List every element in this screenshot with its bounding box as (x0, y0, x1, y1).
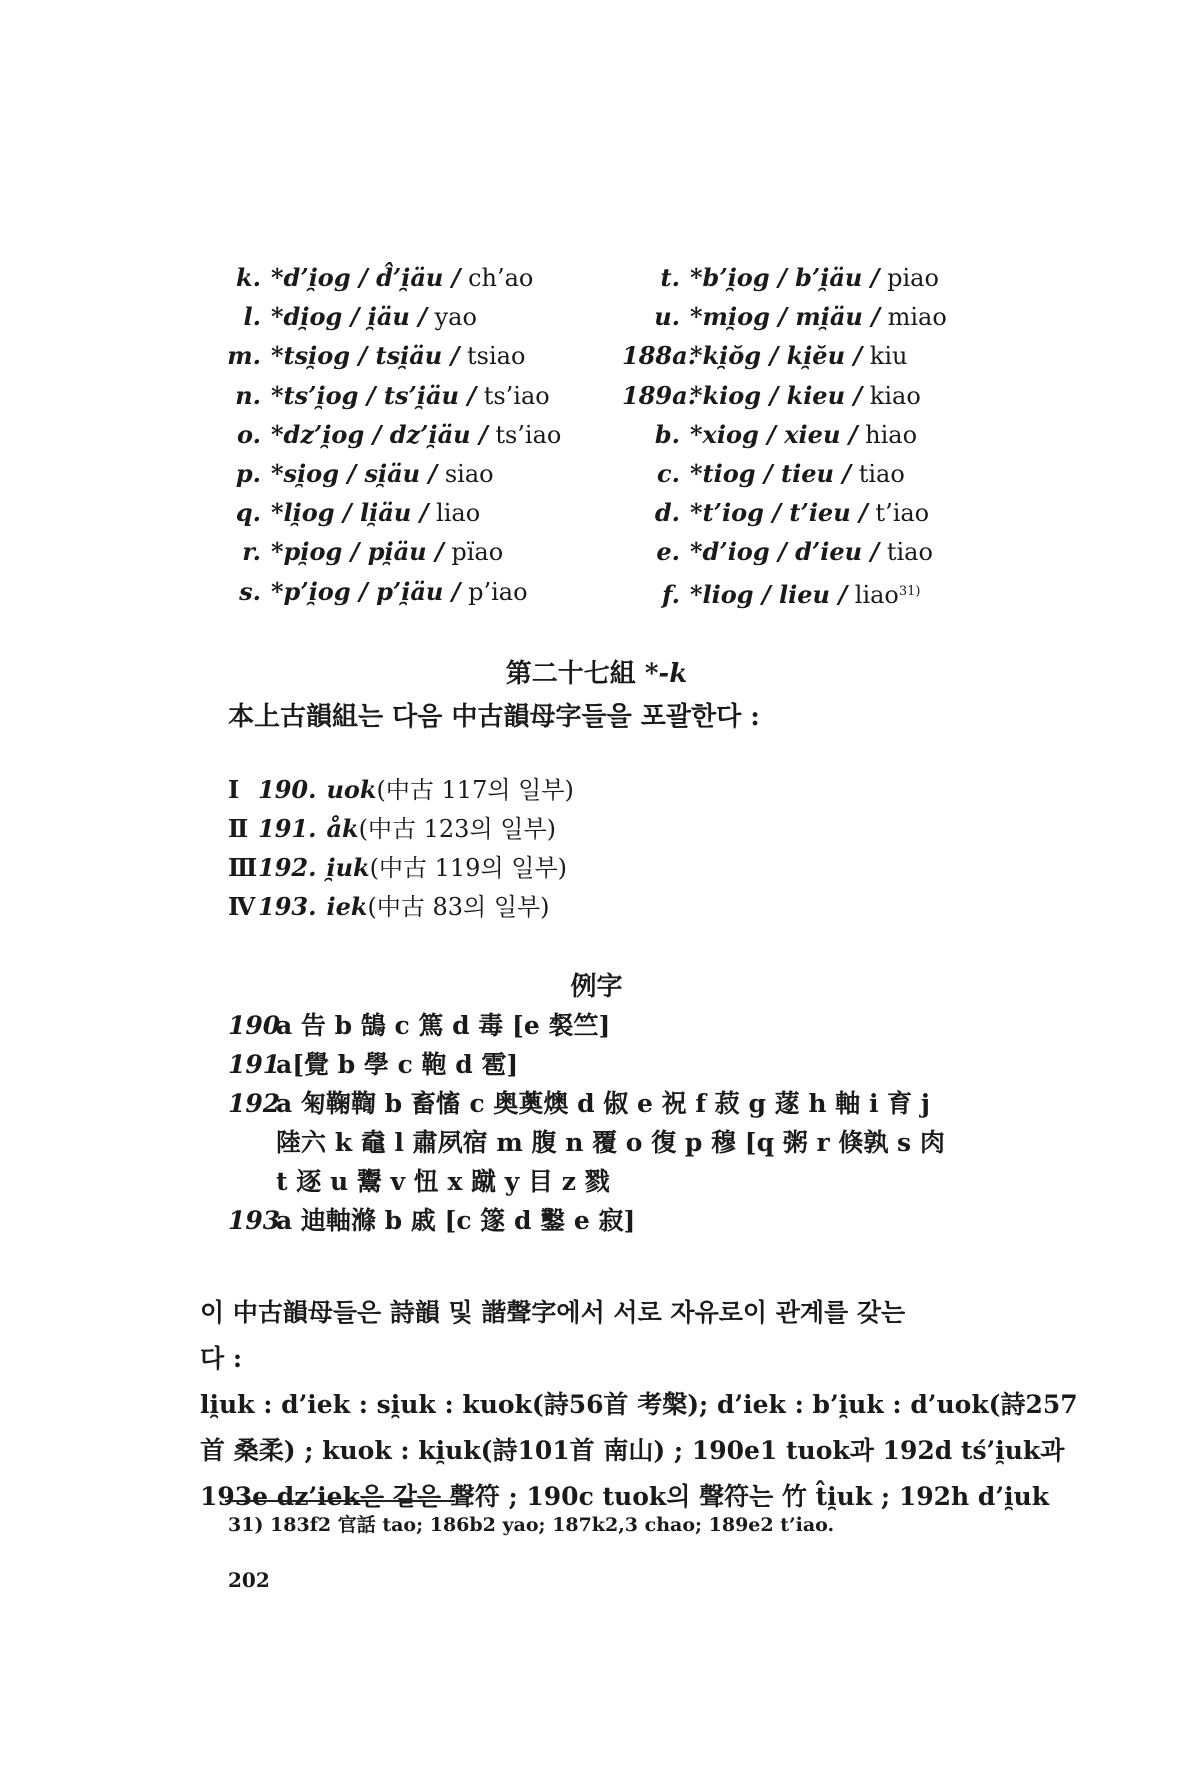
example-number: 192 (228, 1089, 281, 1118)
examples-block (228, 1006, 1038, 1240)
group-roman: Ⅲ (228, 853, 258, 882)
reconstructed-form: *d’iog / d’ieu / (690, 537, 880, 567)
mandarin-reading: piao (887, 264, 939, 292)
rhyme-groups (228, 770, 574, 926)
list-row (215, 532, 615, 571)
reconstructed-form: *mi̯og / mi̯äu / (690, 302, 880, 332)
mandarin-reading: ts’iao (483, 381, 550, 410)
list-row (215, 297, 615, 336)
mandarin-reading: kiao (869, 381, 921, 410)
mandarin-reading: siao (444, 459, 494, 488)
mandarin-reading: p’iao (468, 577, 528, 606)
section-heading (0, 653, 1193, 690)
row-label: q. (235, 498, 261, 528)
page-number: 202 (228, 1568, 270, 1592)
row-label: u. (654, 302, 680, 332)
heading-chinese: 第二十七組 (505, 659, 636, 689)
mandarin-reading: hiao (865, 420, 918, 449)
group-row (228, 770, 574, 809)
list-row (215, 572, 615, 611)
list-row (622, 336, 1042, 375)
reconstructed-form: *xiog / xieu / (690, 419, 858, 449)
mandarin-reading: miao (887, 303, 947, 332)
mandarin-reading: tiao (858, 459, 905, 488)
group-row (228, 809, 574, 848)
footnote-ref: 31) (898, 583, 921, 599)
group-number: 192. (258, 853, 317, 882)
example-text: a 告 b 鵠 c 篤 d 毒 [e 裻竺] (276, 1011, 611, 1040)
group-roman: Ⅰ (228, 775, 240, 804)
mandarin-reading: kiu (869, 342, 908, 371)
example-number: 191 (228, 1050, 281, 1079)
list-row (622, 532, 1042, 571)
row-label: l. (243, 302, 261, 332)
body-paragraph (200, 1290, 1078, 1520)
examples-title: 例字 (570, 972, 623, 1002)
list-row (215, 376, 615, 415)
row-label: 188a. (622, 341, 697, 371)
row-label: c. (657, 458, 680, 488)
list-row (622, 297, 1042, 336)
mandarin-reading: tsiao (467, 342, 526, 371)
row-label: o. (237, 419, 261, 449)
group-note: (中古 119의 일부) (369, 854, 568, 882)
group-number: 190. (258, 775, 317, 804)
mandarin-reading: t’iao (875, 499, 930, 528)
paragraph-line: 193e dz’iek은 같은 聲符 ; 190c tuok의 聲符는 竹 t̂i̯uk ; 192h d’i̯uk (200, 1482, 1050, 1511)
paragraph-line: 首 桑柔) ; kuok : ki̯uk(詩101首 南山) ; 190e1 tuok과 192d tś’i̯uk과 (200, 1436, 1065, 1465)
example-line (228, 1006, 1038, 1045)
list-row (622, 258, 1042, 297)
reconstructed-form: *ts’i̯og / ts’i̯äu / (271, 380, 477, 410)
mandarin-reading: liao (854, 580, 899, 609)
row-label: 189a. (622, 380, 697, 410)
group-final: åk (326, 814, 359, 843)
row-label: b. (654, 419, 680, 449)
group-final: i̯uk (326, 853, 370, 882)
example-text: a 匊鞠鞫 b 畜慉 c 奥薁燠 d 俶 e 祝 f 菽 g 蓫 h 軸 i 育 j (276, 1089, 930, 1118)
example-text: t 逐 u 鬻 v 忸 x 蹴 y 目 z 戮 (276, 1167, 610, 1196)
list-row (622, 415, 1042, 454)
list-row (215, 454, 615, 493)
mandarin-reading: ch’ao (468, 264, 534, 292)
reconstructed-form: *li̯og / li̯äu / (271, 498, 429, 528)
row-label: f. (662, 579, 680, 609)
reconstructed-form: *d’i̯og / d̂’i̯äu / (271, 263, 461, 292)
reconstructed-form: *liog / lieu / (690, 579, 848, 609)
group-row (228, 887, 574, 926)
reconstructed-form: *kiog / kieu / (690, 380, 863, 410)
mandarin-reading: pïao (451, 538, 504, 567)
example-number: 193 (228, 1206, 281, 1235)
example-text: 陸六 k 鼀 l 肅夙宿 m 腹 n 覆 o 復 p 穆 [q 粥 r 倏孰 s 肉 (276, 1128, 945, 1157)
paragraph-line: li̯uk : d’iek : si̯uk : kuok(詩56首 考槃); d’iek : b’i̯uk : d’uok(詩257 (200, 1390, 1078, 1419)
list-row (215, 258, 615, 297)
example-line (228, 1045, 1038, 1084)
reconstructed-form: *b’i̯og / b’i̯äu / (690, 263, 880, 292)
mandarin-reading: tiao (886, 538, 933, 567)
left-column (215, 258, 615, 611)
list-row (622, 493, 1042, 532)
paragraph-line: 이 中古韻母들은 詩韻 및 諧聲字에서 서로 자유로이 관계를 갖는 (200, 1298, 906, 1327)
group-final: uok (326, 775, 377, 804)
right-column (622, 258, 1042, 611)
example-number: 190 (228, 1011, 281, 1040)
row-label: s. (239, 576, 261, 606)
list-row (215, 336, 615, 375)
row-label: r. (242, 537, 261, 567)
row-label: p. (235, 458, 261, 488)
footnote-rule (225, 1500, 455, 1502)
list-row (622, 376, 1042, 415)
heading-mark: *-k (644, 659, 688, 689)
list-row (215, 415, 615, 454)
list-row (215, 493, 615, 532)
row-label: d. (654, 498, 680, 528)
row-label: t. (660, 263, 680, 292)
mandarin-reading: ts’iao (495, 420, 562, 449)
intro-sentence: 本上古韻組는 다음 中古韻母字들을 포괄한다 : (228, 702, 760, 732)
group-number: 193. (258, 892, 317, 921)
reconstructed-form: *p’i̯og / p’i̯äu / (271, 576, 461, 606)
group-roman: Ⅱ (228, 814, 249, 843)
reconstructed-form: *t’iog / t’ieu / (690, 498, 868, 528)
example-line (228, 1123, 1038, 1162)
paragraph-line: 다 : (200, 1344, 243, 1373)
reconstructed-form: *si̯og / si̯äu / (271, 458, 438, 488)
reconstructed-form: *tsi̯og / tsi̯äu / (271, 341, 460, 371)
reconstructed-form: *tiog / tieu / (690, 458, 852, 488)
row-label: n. (235, 380, 261, 410)
group-note: (中古 117의 일부) (376, 776, 574, 804)
list-row (622, 454, 1042, 493)
group-note: (中古 83의 일부) (367, 893, 550, 921)
example-text: a[覺 b 學 c 鞄 d 雹] (276, 1050, 519, 1079)
example-line (228, 1084, 1038, 1123)
footnote: 31) 183f2 官話 tao; 186b2 yao; 187k2,3 chao; 189e2 t’iao. (228, 1514, 835, 1536)
example-text: a 迪軸滌 b 戚 [c 篴 d 鑿 e 寂] (276, 1206, 636, 1235)
reconstructed-form: *ki̯ŏg / ki̯ĕu / (690, 341, 863, 371)
reconstructed-form: *pi̯og / pi̯äu / (271, 537, 444, 567)
row-label: e. (656, 537, 680, 567)
list-row (622, 572, 1042, 611)
group-final: iek (326, 892, 368, 921)
example-line (228, 1201, 1038, 1240)
reconstructed-form: *dz’i̯og / dz’i̯äu / (271, 419, 488, 449)
group-row (228, 848, 574, 887)
group-number: 191. (258, 814, 317, 843)
mandarin-reading: yao (434, 303, 477, 332)
reconstructed-form: *di̯og / i̯äu / (271, 302, 427, 332)
row-label: k. (236, 263, 261, 292)
group-note: (中古 123의 일부) (358, 815, 556, 843)
group-roman: Ⅳ (228, 892, 256, 921)
row-label: m. (227, 341, 261, 371)
example-line (228, 1162, 1038, 1201)
mandarin-reading: liao (436, 499, 481, 528)
